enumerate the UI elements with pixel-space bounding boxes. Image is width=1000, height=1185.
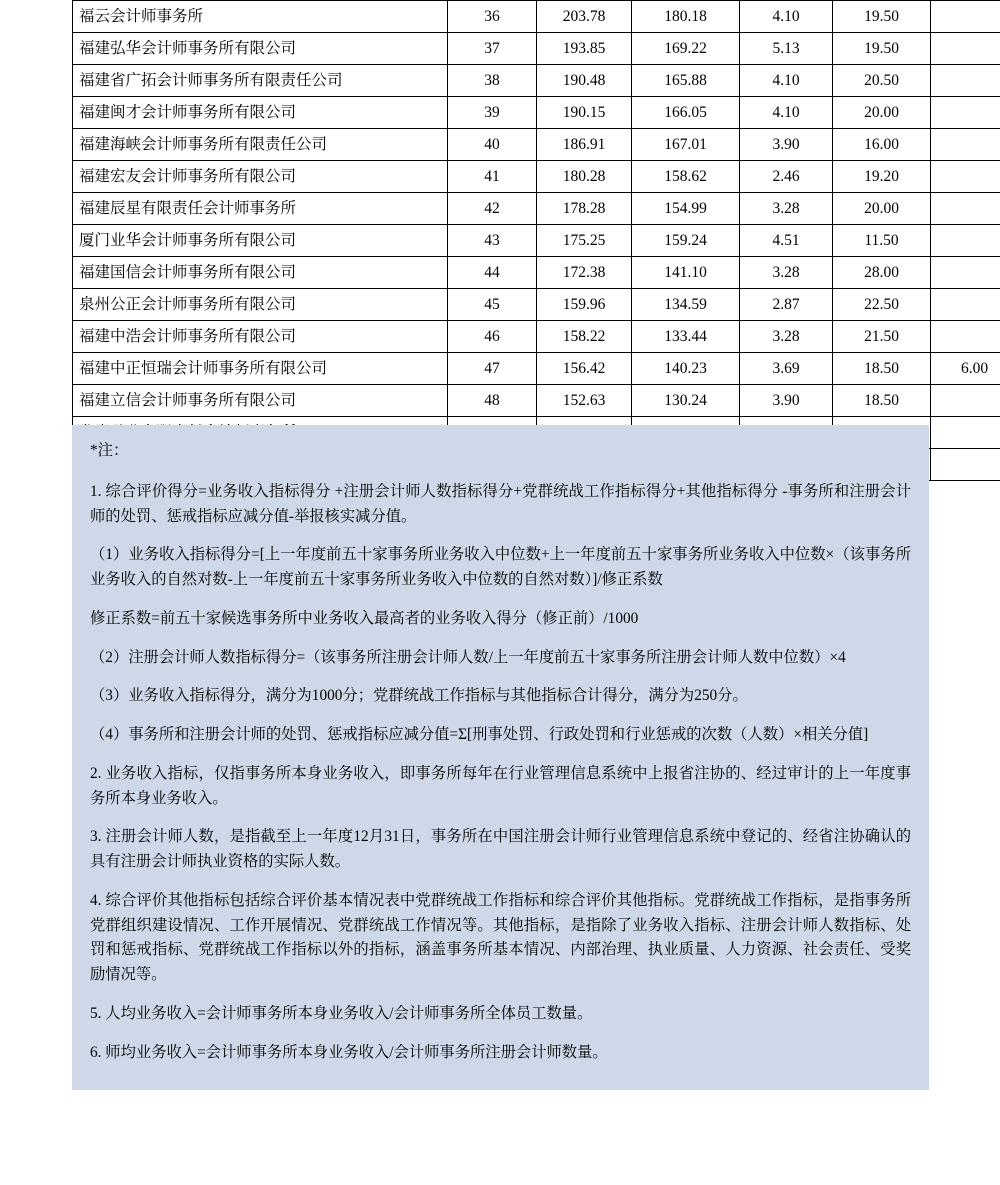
note-paragraph: （4）事务所和注册会计师的处罚、惩戒指标应减分值=Σ[刑事处罚、行政处罚和行业惩戒的次数（人数）×相关分值] (90, 726, 869, 744)
cell-score: 159.96 (537, 289, 632, 321)
notes-block (72, 425, 929, 1090)
ranking-table (72, 0, 1000, 481)
cell-income: 134.59 (632, 289, 740, 321)
cell-cpa: 4.51 (740, 225, 833, 257)
cell-score: 158.22 (537, 321, 632, 353)
cell-last (931, 97, 1000, 129)
cell-other: 20.50 (833, 65, 931, 97)
cell-rank: 46 (448, 321, 537, 353)
table-row (73, 353, 1000, 385)
cell-name: 福建辰星有限责任会计师事务所 (73, 193, 448, 225)
note-paragraph: 3. 注册会计师人数，是指截至上一年度12月31日，事务所在中国注册会计师行业管理信息系统中登记的、经省注协确认的具有注册会计师执业资格的实际人数。 (90, 828, 911, 871)
cell-rank: 47 (448, 353, 537, 385)
cell-score: 203.78 (537, 1, 632, 33)
note-paragraph: （1）业务收入指标得分=[上一年度前五十家事务所业务收入中位数+上一年度前五十家事务所业务收入中位数×（该事务所业务收入的自然对数-上一年度前五十家事务所业务收入中位数的自然对数）]/修正系数 (90, 546, 911, 589)
cell-score: 186.91 (537, 129, 632, 161)
note-paragraph: 5. 人均业务收入=会计师事务所本身业务收入/会计师事务所全体员工数量。 (90, 1005, 593, 1023)
cell-cpa: 2.87 (740, 289, 833, 321)
table-row (73, 321, 1000, 353)
cell-other: 28.00 (833, 257, 931, 289)
table-row (73, 289, 1000, 321)
cell-name: 厦门业华会计师事务所有限公司 (73, 225, 448, 257)
cell-score: 178.28 (537, 193, 632, 225)
cell-rank: 37 (448, 33, 537, 65)
note-paragraph: 1. 综合评价得分=业务收入指标得分 +注册会计师人数指标得分+党群统战工作指标得分+其他指标得分 -事务所和注册会计师的处罚、惩戒指标应减分值-举报核实减分值。 (90, 482, 911, 525)
table-row (73, 193, 1000, 225)
table-row (73, 97, 1000, 129)
cell-income: 140.23 (632, 353, 740, 385)
cell-last: 6.00 (931, 353, 1000, 385)
table-row (73, 257, 1000, 289)
cell-score: 190.15 (537, 97, 632, 129)
cell-income: 154.99 (632, 193, 740, 225)
cell-other: 22.50 (833, 289, 931, 321)
table-row (73, 161, 1000, 193)
note-paragraph: 4. 综合评价其他指标包括综合评价基本情况表中党群统战工作指标和综合评价其他指标。党群统战工作指标，是指事务所党群组织建设情况、工作开展情况、党群统战工作情况等。其他指标，是指除了业务收入指标、注册会计师人数指标、处罚和惩戒指标、党群统战工作指标以外的指标，涵盖事务所基本情况、内部治理、执业质量、人力资源、社会责任、受奖励情况等。 (90, 891, 911, 984)
cell-score: 193.85 (537, 33, 632, 65)
cell-last (931, 1, 1000, 33)
cell-other: 18.50 (833, 353, 931, 385)
table-body (73, 1, 1000, 481)
cell-other: 20.00 (833, 193, 931, 225)
cell-name: 福建闽才会计师事务所有限公司 (73, 97, 448, 129)
cell-name: 福建立信会计师事务所有限公司 (73, 385, 448, 417)
cell-income: 167.01 (632, 129, 740, 161)
cell-rank: 39 (448, 97, 537, 129)
cell-last (931, 449, 1000, 481)
cell-last (931, 193, 1000, 225)
cell-cpa: 3.90 (740, 129, 833, 161)
cell-cpa: 4.10 (740, 1, 833, 33)
cell-other: 11.50 (833, 225, 931, 257)
cell-rank: 44 (448, 257, 537, 289)
cell-score: 175.25 (537, 225, 632, 257)
table-row (73, 225, 1000, 257)
cell-last (931, 33, 1000, 65)
cell-other: 16.00 (833, 129, 931, 161)
table-row (73, 65, 1000, 97)
notes-heading: *注： (90, 442, 129, 459)
cell-last (931, 289, 1000, 321)
cell-last (931, 257, 1000, 289)
cell-cpa: 3.28 (740, 193, 833, 225)
cell-income: 141.10 (632, 257, 740, 289)
cell-income: 180.18 (632, 1, 740, 33)
note-paragraph: 2. 业务收入指标，仅指事务所本身业务收入，即事务所每年在行业管理信息系统中上报省注协的、经过审计的上一年度事务所本身业务收入。 (90, 764, 911, 807)
cell-name: 福建省广拓会计师事务所有限责任公司 (73, 65, 448, 97)
note-paragraph: 6. 师均业务收入=会计师事务所本身业务收入/会计师事务所注册会计师数量。 (90, 1043, 608, 1061)
cell-cpa: 3.69 (740, 353, 833, 385)
cell-cpa: 2.46 (740, 161, 833, 193)
cell-other: 19.50 (833, 1, 931, 33)
cell-name: 福建国信会计师事务所有限公司 (73, 257, 448, 289)
cell-cpa: 3.28 (740, 257, 833, 289)
cell-last (931, 385, 1000, 417)
cell-rank: 45 (448, 289, 537, 321)
notes-paragraphs (90, 480, 911, 1066)
cell-rank: 48 (448, 385, 537, 417)
cell-name: 福建中浩会计师事务所有限公司 (73, 321, 448, 353)
cell-cpa: 3.90 (740, 385, 833, 417)
cell-score: 156.42 (537, 353, 632, 385)
cell-score: 180.28 (537, 161, 632, 193)
cell-score: 190.48 (537, 65, 632, 97)
table-row (73, 33, 1000, 65)
cell-rank: 43 (448, 225, 537, 257)
cell-last (931, 225, 1000, 257)
table-row (73, 129, 1000, 161)
cell-income: 159.24 (632, 225, 740, 257)
cell-last (931, 65, 1000, 97)
cell-last (931, 417, 1000, 449)
note-paragraph: （2）注册会计师人数指标得分=（该事务所注册会计师人数/上一年度前五十家事务所注册会计师人数中位数）×4 (90, 648, 846, 666)
table-row (73, 385, 1000, 417)
cell-rank: 40 (448, 129, 537, 161)
cell-name: 福建中正恒瑞会计师事务所有限公司 (73, 353, 448, 385)
cell-income: 169.22 (632, 33, 740, 65)
cell-cpa: 3.28 (740, 321, 833, 353)
cell-other: 20.00 (833, 97, 931, 129)
cell-score: 172.38 (537, 257, 632, 289)
note-paragraph: （3）业务收入指标得分，满分为1000分；党群统战工作指标与其他指标合计得分，满分为250分。 (90, 687, 748, 705)
cell-rank: 36 (448, 1, 537, 33)
cell-cpa: 4.10 (740, 65, 833, 97)
cell-name: 福建弘华会计师事务所有限公司 (73, 33, 448, 65)
cell-name: 泉州公正会计师事务所有限公司 (73, 289, 448, 321)
cell-rank: 38 (448, 65, 537, 97)
table-row (73, 1, 1000, 33)
cell-cpa: 4.10 (740, 97, 833, 129)
cell-other: 19.20 (833, 161, 931, 193)
cell-name: 福建海峡会计师事务所有限责任公司 (73, 129, 448, 161)
cell-name: 福建宏友会计师事务所有限公司 (73, 161, 448, 193)
cell-score: 152.63 (537, 385, 632, 417)
cell-other: 18.50 (833, 385, 931, 417)
cell-last (931, 161, 1000, 193)
cell-cpa: 5.13 (740, 33, 833, 65)
cell-other: 21.50 (833, 321, 931, 353)
cell-last (931, 321, 1000, 353)
cell-last (931, 129, 1000, 161)
cell-income: 166.05 (632, 97, 740, 129)
cell-other: 19.50 (833, 33, 931, 65)
cell-name: 福云会计师事务所 (73, 1, 448, 33)
cell-rank: 42 (448, 193, 537, 225)
cell-rank: 41 (448, 161, 537, 193)
cell-income: 165.88 (632, 65, 740, 97)
cell-income: 130.24 (632, 385, 740, 417)
cell-income: 133.44 (632, 321, 740, 353)
cell-income: 158.62 (632, 161, 740, 193)
note-paragraph: 修正系数=前五十家候选事务所中业务收入最高者的业务收入得分（修正前）/1000 (90, 609, 639, 627)
